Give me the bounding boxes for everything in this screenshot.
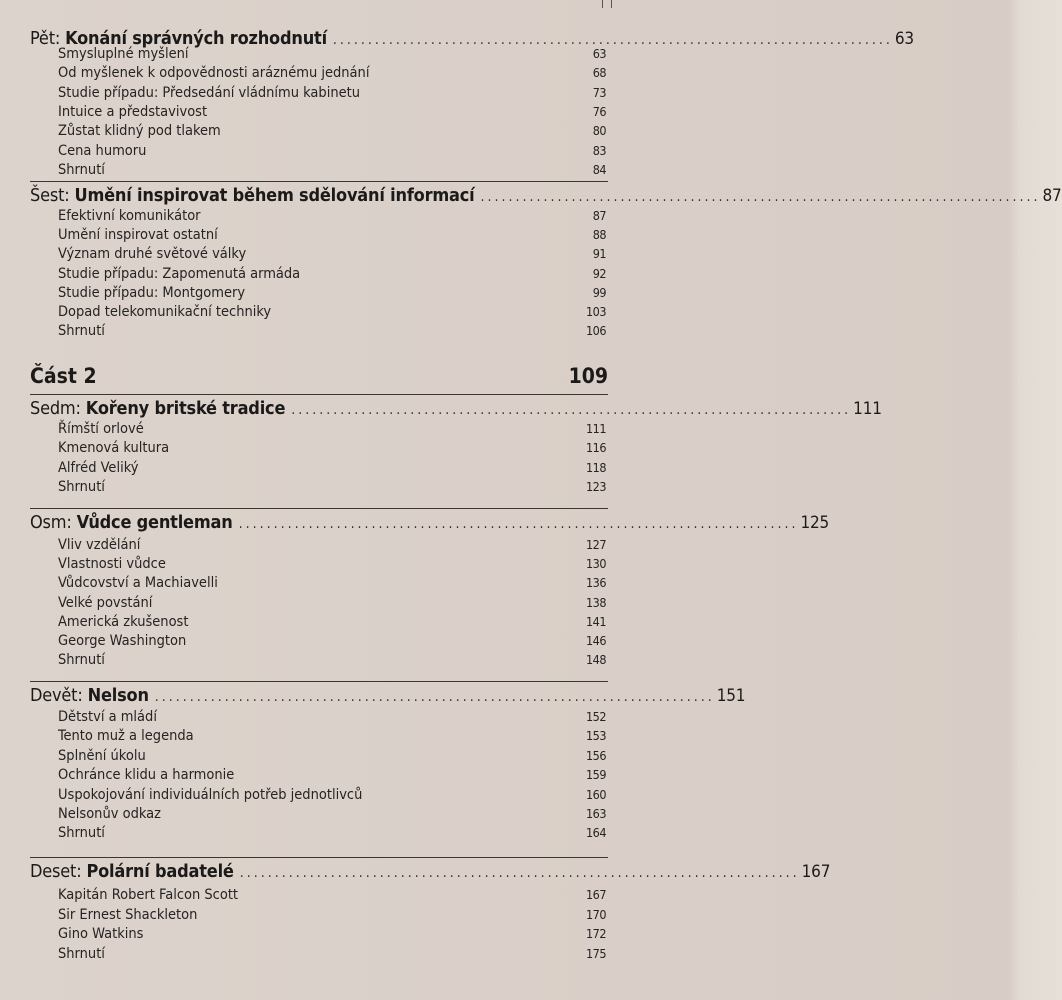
entry-page: 148 bbox=[586, 652, 606, 668]
entry-page: 99 bbox=[592, 284, 606, 300]
entry-title: Vliv vzdělání bbox=[58, 537, 141, 553]
entry-page: 163 bbox=[586, 806, 606, 821]
entry-title: Uspokojování individuálních potřeb jednotlivců bbox=[58, 786, 363, 803]
entry-title: Sir Ernest Shackleton bbox=[58, 906, 198, 923]
entry-page: 123 bbox=[586, 478, 606, 494]
entry-page: 152 bbox=[586, 709, 606, 724]
entry-title: Ochránce klidu a harmonie bbox=[58, 767, 235, 784]
entry-title: Americká zkušenost bbox=[58, 613, 189, 630]
chapter-title: Konání správných rozhodnutí bbox=[65, 28, 327, 49]
entry-page: 68 bbox=[592, 65, 606, 81]
chapter-page: 167 bbox=[801, 862, 831, 882]
chapter-page: 125 bbox=[800, 513, 830, 533]
entry-page: 146 bbox=[586, 633, 606, 648]
chapter-label: Sedm: bbox=[30, 398, 81, 419]
entry-page: 118 bbox=[586, 459, 606, 475]
entry-page: 159 bbox=[586, 767, 606, 783]
toc-entry[interactable] bbox=[58, 143, 606, 162]
toc-entry[interactable] bbox=[58, 633, 606, 652]
toc-entry[interactable] bbox=[58, 537, 606, 556]
entry-page: 73 bbox=[592, 84, 606, 100]
dot-leader: ................................................................................ bbox=[154, 689, 715, 705]
chapter-heading[interactable] bbox=[30, 861, 831, 885]
toc-entry[interactable] bbox=[58, 246, 606, 265]
entry-title: Význam druhé světové války bbox=[58, 246, 247, 263]
toc-entry[interactable] bbox=[58, 748, 606, 767]
entry-page: 138 bbox=[586, 594, 606, 610]
dot-leader: ................................................................................ bbox=[238, 516, 799, 532]
toc-entry[interactable] bbox=[58, 728, 606, 747]
toc-entry[interactable] bbox=[58, 595, 606, 614]
entry-title: Shrnutí bbox=[58, 652, 105, 669]
toc-entry[interactable] bbox=[58, 104, 606, 123]
entry-page: 170 bbox=[586, 906, 606, 922]
entry-title: Alfréd Veliký bbox=[58, 459, 139, 476]
chapter-page: 63 bbox=[894, 29, 914, 49]
entry-title: Shrnutí bbox=[58, 323, 105, 340]
entry-title: Velké povstání bbox=[58, 594, 153, 611]
chapter-heading[interactable] bbox=[30, 512, 830, 536]
entry-title: Římští orlové bbox=[58, 421, 144, 437]
entry-title: Intuice a představivost bbox=[58, 103, 208, 120]
toc-entry[interactable] bbox=[58, 787, 606, 806]
entry-page: 141 bbox=[586, 613, 606, 629]
toc-entry[interactable] bbox=[58, 767, 606, 786]
toc-entry[interactable] bbox=[58, 266, 606, 285]
toc-entry[interactable] bbox=[58, 806, 606, 825]
entry-title: Kmenová kultura bbox=[58, 440, 170, 457]
toc-entry[interactable] bbox=[58, 614, 606, 633]
toc-entry[interactable] bbox=[58, 825, 606, 844]
entry-title: Dopad telekomunikační techniky bbox=[58, 304, 272, 320]
chapter-label: Deset: bbox=[30, 861, 82, 882]
toc-entry[interactable] bbox=[58, 123, 606, 142]
toc-entry[interactable] bbox=[58, 556, 606, 575]
entry-title: Smysluplné myšlení bbox=[58, 46, 189, 62]
entry-page: 103 bbox=[586, 304, 606, 319]
toc-entry[interactable] bbox=[58, 907, 606, 926]
entry-page: 83 bbox=[592, 142, 606, 158]
dot-leader: ................................................................................ bbox=[239, 865, 800, 881]
entry-title: George Washington bbox=[58, 633, 187, 649]
toc-entry[interactable] bbox=[58, 946, 606, 965]
entry-page: 91 bbox=[592, 246, 606, 262]
part-page: 109 bbox=[568, 364, 608, 388]
chapter-label: Pět: bbox=[30, 28, 61, 49]
chapter-title: Nelson bbox=[87, 685, 149, 706]
entry-page: 116 bbox=[586, 440, 606, 456]
entry-title: Shrnutí bbox=[58, 161, 105, 178]
divider bbox=[30, 681, 608, 682]
chapter-title: Vůdce gentleman bbox=[76, 512, 233, 533]
toc-entry[interactable] bbox=[58, 46, 606, 65]
entry-page: 76 bbox=[592, 103, 606, 119]
entry-title: Tento muž a legenda bbox=[58, 728, 194, 745]
entry-page: 130 bbox=[586, 556, 606, 572]
chapter-label: Osm: bbox=[30, 512, 72, 533]
divider bbox=[30, 508, 608, 509]
chapter-title: Kořeny britské tradice bbox=[85, 398, 286, 419]
entry-title: Gino Watkins bbox=[58, 926, 144, 943]
entry-title: Studie případu: Montgomery bbox=[58, 284, 246, 301]
chapter-page: 87 bbox=[1042, 186, 1062, 206]
entry-title: Kapitán Robert Falcon Scott bbox=[58, 887, 239, 903]
toc-entry[interactable] bbox=[58, 460, 606, 479]
entry-title: Vlastnosti vůdce bbox=[58, 556, 166, 573]
toc-entry[interactable] bbox=[58, 440, 606, 459]
entry-title: Shrnutí bbox=[58, 946, 105, 963]
chapter-heading[interactable] bbox=[30, 185, 1062, 209]
entry-page: 63 bbox=[592, 46, 606, 61]
entry-title: Umění inspirovat ostatní bbox=[58, 227, 218, 244]
dot-leader: ................................................................................ bbox=[291, 402, 852, 418]
entry-title: Dětství a mládí bbox=[58, 709, 157, 725]
entry-title: Od myšlenek k odpovědnosti aráznému jednání bbox=[58, 65, 370, 82]
divider bbox=[30, 394, 608, 395]
entry-page: 160 bbox=[586, 786, 606, 802]
chapter-page: 151 bbox=[716, 686, 746, 706]
divider bbox=[30, 857, 608, 858]
dot-leader: ................................................................................ bbox=[480, 189, 1041, 205]
toc-entry[interactable] bbox=[58, 323, 606, 342]
entry-title: Shrnutí bbox=[58, 825, 105, 842]
entry-page: 153 bbox=[586, 728, 606, 744]
toc-entry[interactable] bbox=[58, 85, 606, 104]
part-heading bbox=[30, 364, 608, 388]
dot-leader: ................................................................................ bbox=[332, 32, 893, 48]
entry-title: Efektivní komunikátor bbox=[58, 208, 201, 224]
entry-title: Studie případu: Zapomenutá armáda bbox=[58, 265, 301, 282]
entry-page: 88 bbox=[592, 227, 606, 243]
entry-title: Zůstat klidný pod tlakem bbox=[58, 123, 221, 140]
chapter-heading[interactable] bbox=[30, 685, 746, 709]
entry-page: 172 bbox=[586, 926, 606, 942]
entry-page: 164 bbox=[586, 825, 606, 841]
toc-entry[interactable] bbox=[58, 65, 606, 84]
entry-title: Studie případu: Předsedání vládnímu kabinetu bbox=[58, 84, 361, 101]
entry-page: 87 bbox=[592, 208, 606, 223]
chapter-title: Umění inspirovat během sdělování informací bbox=[74, 185, 475, 206]
divider bbox=[30, 181, 608, 182]
entry-page: 175 bbox=[586, 946, 606, 962]
entry-title: Vůdcovství a Machiavelli bbox=[58, 575, 218, 592]
toc-entry[interactable] bbox=[58, 479, 606, 498]
chapter-heading[interactable] bbox=[30, 398, 882, 422]
chapter-label: Šest: bbox=[30, 185, 70, 206]
toc-entry[interactable] bbox=[58, 227, 606, 246]
entry-page: 92 bbox=[592, 265, 606, 281]
entry-page: 106 bbox=[586, 323, 606, 339]
entry-page: 167 bbox=[586, 887, 606, 902]
entry-page: 156 bbox=[586, 747, 606, 763]
chapter-page: 111 bbox=[853, 399, 882, 419]
entry-title: Nelsonův odkaz bbox=[58, 806, 161, 822]
entry-page: 136 bbox=[586, 575, 606, 591]
entry-page: 80 bbox=[592, 123, 606, 139]
entry-page: 127 bbox=[586, 537, 606, 552]
entry-page: 111 bbox=[586, 421, 606, 436]
entry-title: Splnění úkolu bbox=[58, 747, 146, 764]
chapter-label: Devět: bbox=[30, 685, 83, 706]
toc-entry[interactable] bbox=[58, 208, 606, 227]
toc-entry[interactable] bbox=[58, 421, 606, 440]
part-title: Část 2 bbox=[30, 364, 97, 388]
toc-entry[interactable] bbox=[58, 887, 606, 906]
toc-entry[interactable] bbox=[58, 709, 606, 728]
page-edge-mark bbox=[602, 0, 612, 8]
toc-entry[interactable] bbox=[58, 162, 606, 181]
entry-title: Cena humoru bbox=[58, 142, 147, 159]
entry-page: 84 bbox=[592, 161, 606, 177]
toc-entry[interactable] bbox=[58, 926, 606, 945]
toc-entry[interactable] bbox=[58, 652, 606, 671]
toc-entry[interactable] bbox=[58, 285, 606, 304]
toc-entry[interactable] bbox=[58, 575, 606, 594]
chapter-title: Polární badatelé bbox=[86, 861, 234, 882]
toc-entry[interactable] bbox=[58, 304, 606, 323]
entry-title: Shrnutí bbox=[58, 478, 105, 495]
